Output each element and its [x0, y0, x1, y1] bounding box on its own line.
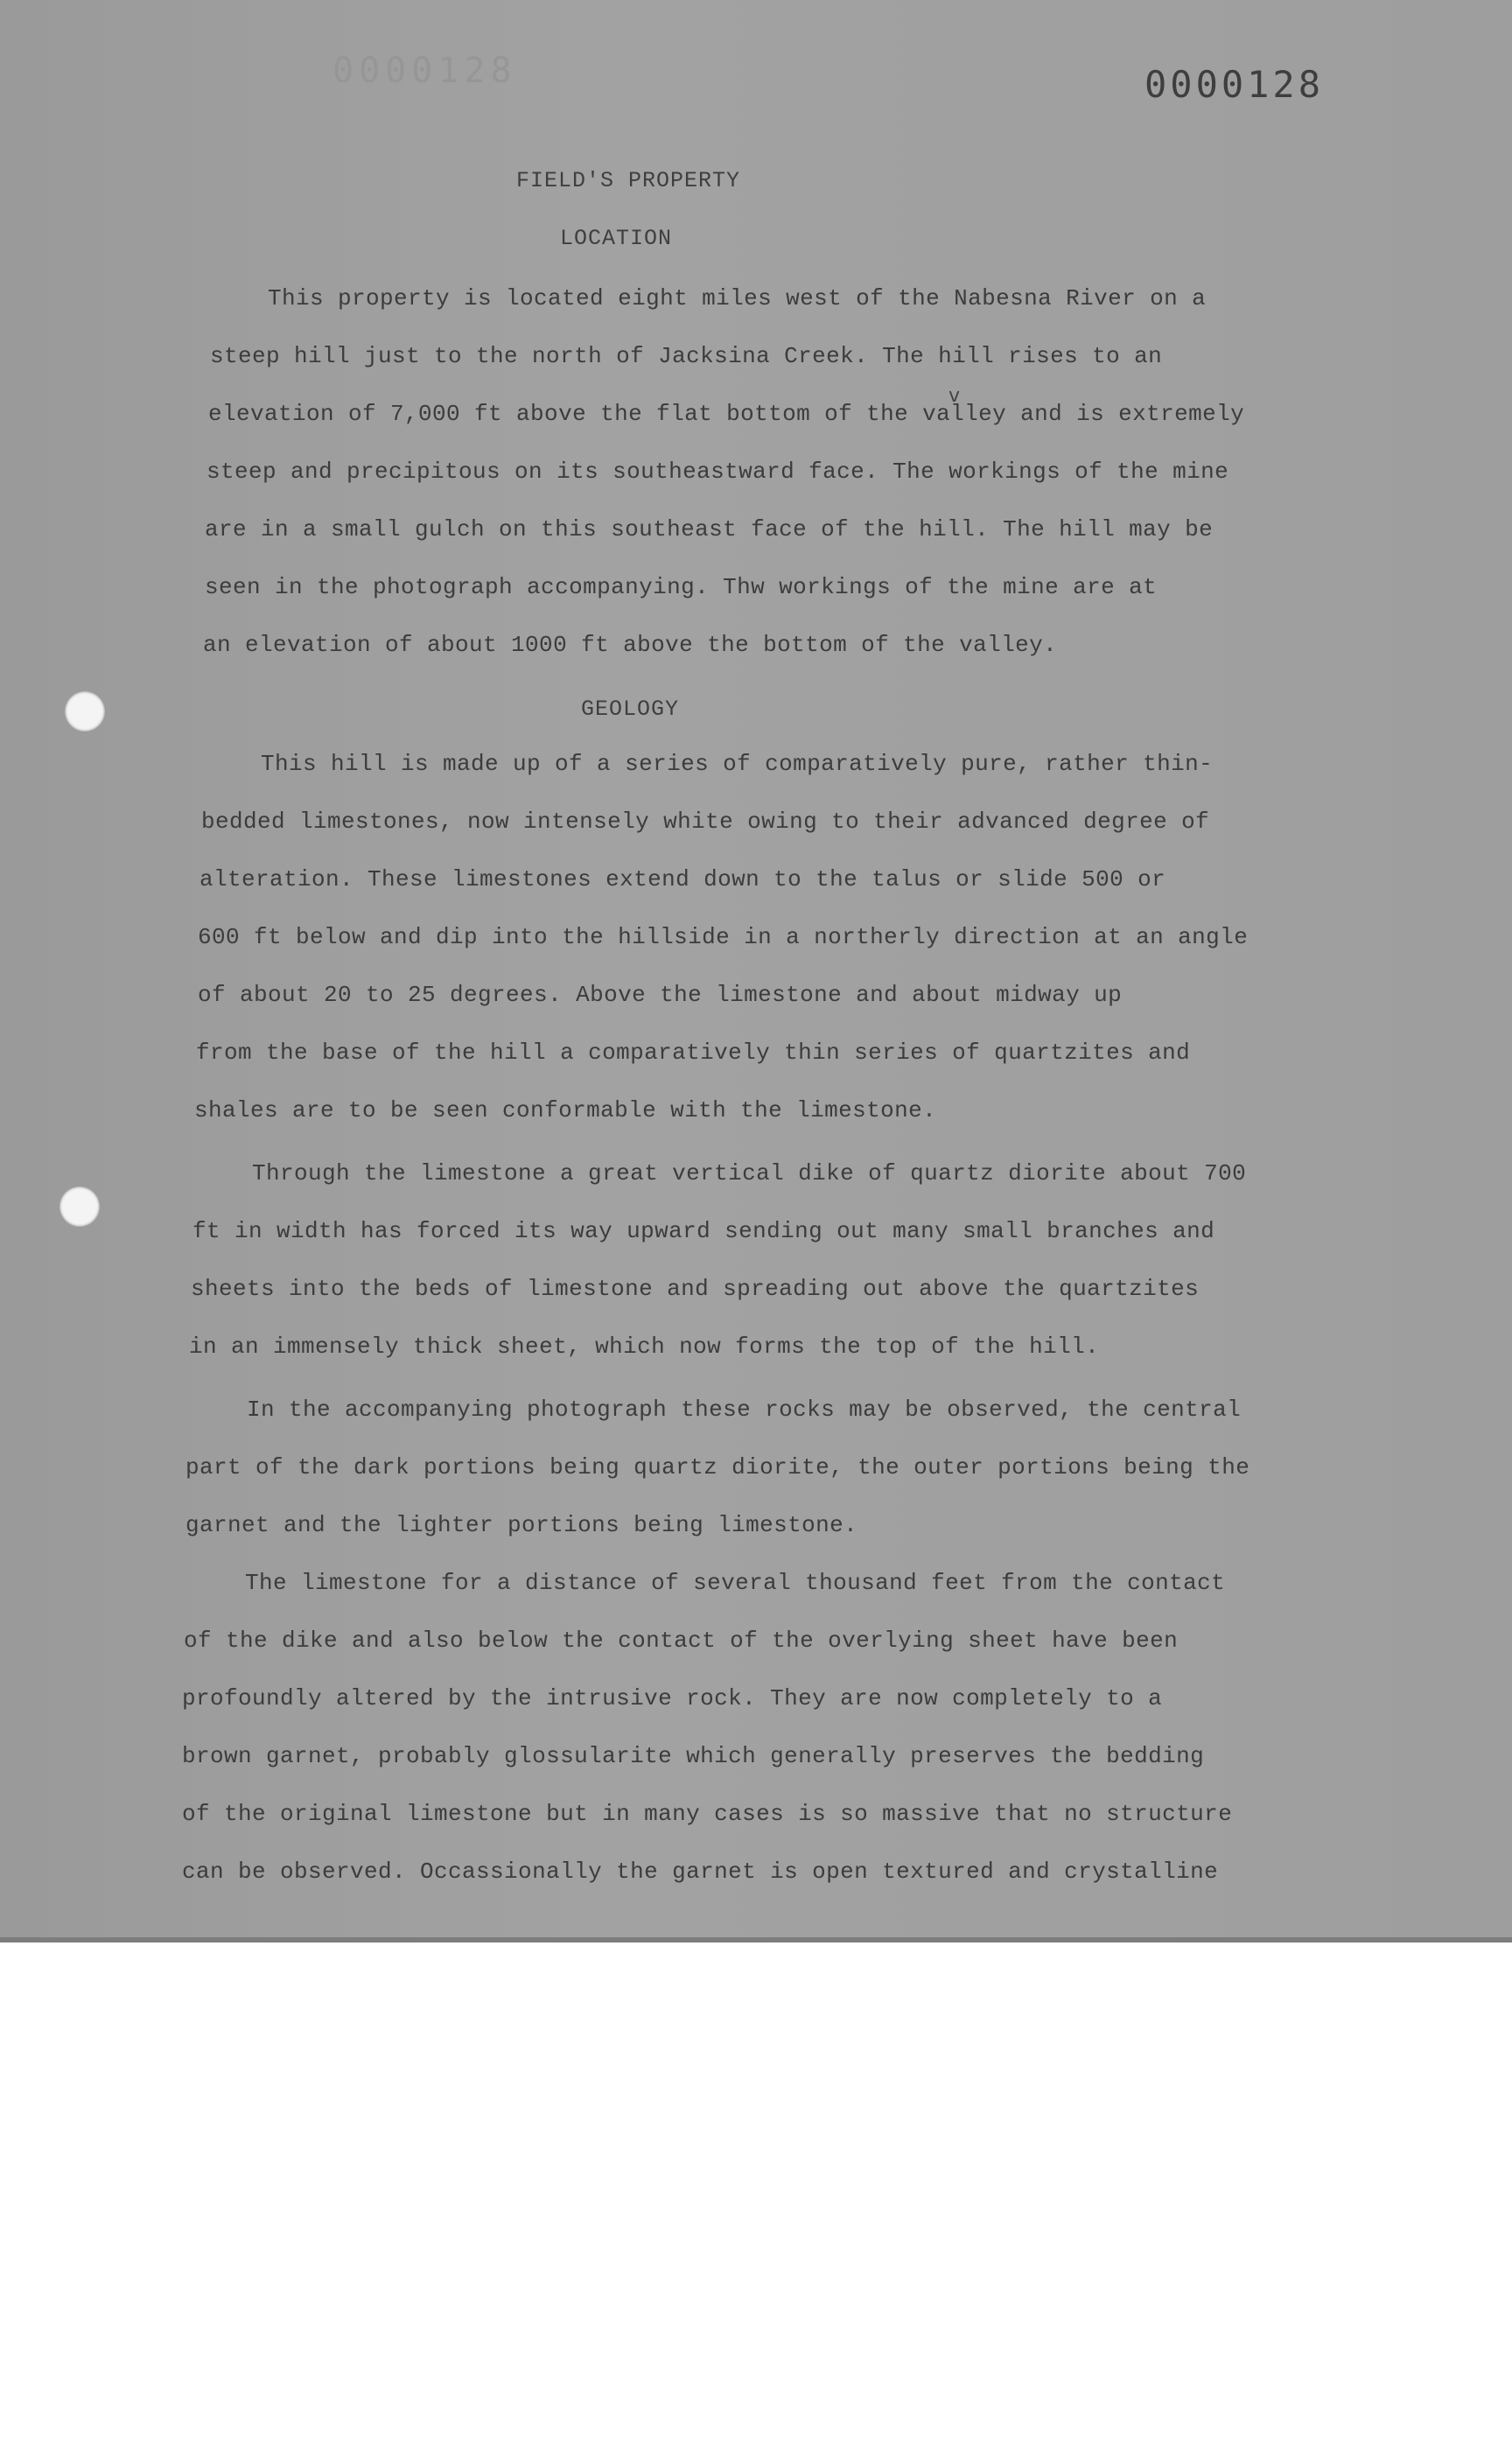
- text-line: are in a small gulch on this southeast face of the hill. The hill may be: [205, 516, 1214, 542]
- text-line: garnet and the lighter portions being limestone.: [186, 1512, 858, 1538]
- text-line: ft in width has forced its way upward sending out many small branches and: [192, 1218, 1215, 1244]
- text-line: This hill is made up of a series of comparatively pure, rather thin-: [261, 751, 1214, 777]
- text-line: part of the dark portions being quartz diorite, the outer portions being the: [186, 1454, 1250, 1480]
- text-line: alteration. These limestones extend down to the talus or slide 500 or: [200, 866, 1166, 892]
- text-line: In the accompanying photograph these rocks may be observed, the central: [247, 1396, 1242, 1423]
- text-line: profoundly altered by the intrusive rock. They are now completely to a: [182, 1685, 1163, 1712]
- section-heading-location: LOCATION: [560, 226, 673, 251]
- punch-hole: [65, 691, 105, 732]
- text-line: Through the limestone a great vertical dike of quartz diorite about 700: [252, 1160, 1247, 1186]
- text-line: of about 20 to 25 degrees. Above the limestone and about midway up: [198, 982, 1123, 1008]
- text-line: seen in the photograph accompanying. Thw workings of the mine are at: [205, 574, 1158, 600]
- text-line: of the original limestone but in many cases is so massive that no structure: [182, 1801, 1233, 1827]
- text-line: sheets into the beds of limestone and spreading out above the quartzites: [191, 1276, 1200, 1302]
- text-line: brown garnet, probably glossularite which generally preserves the bedding: [182, 1743, 1205, 1769]
- text-line: shales are to be seen conformable with the limestone.: [194, 1097, 937, 1124]
- punch-hole: [60, 1186, 100, 1227]
- section-heading-geology: GEOLOGY: [581, 696, 680, 722]
- text-line: from the base of the hill a comparatively thin series of quartzites and: [196, 1040, 1191, 1066]
- page-title: FIELD'S PROPERTY: [516, 168, 741, 193]
- faint-stamp: 0000128: [332, 51, 517, 91]
- text-line: can be observed. Occassionally the garnet is open textured and crystalline: [182, 1858, 1219, 1885]
- text-line: bedded limestones, now intensely white owing to their advanced degree of: [201, 808, 1210, 835]
- document-number: 0000128: [1144, 63, 1325, 106]
- text-line: steep hill just to the north of Jacksina Creek. The hill rises to an: [210, 343, 1163, 369]
- page-bottom-edge: [0, 1937, 1512, 1942]
- text-line: of the dike and also below the contact of the overlying sheet have been: [184, 1628, 1179, 1654]
- text-line: 600 ft below and dip into the hillside in a northerly direction at an angle: [198, 924, 1249, 950]
- insertion-check-mark: v: [948, 385, 961, 407]
- text-line: This property is located eight miles west of the Nabesna River on a: [268, 285, 1207, 312]
- text-line: in an immensely thick sheet, which now forms the top of the hill.: [189, 1334, 1100, 1360]
- text-line: an elevation of about 1000 ft above the bottom of the valley.: [203, 632, 1058, 658]
- text-line: The limestone for a distance of several thousand feet from the contact: [245, 1570, 1226, 1596]
- text-line: elevation of 7,000 ft above the flat bottom of the valley and is extremely: [208, 401, 1245, 427]
- text-line: steep and precipitous on its southeastward face. The workings of the mine: [206, 458, 1229, 485]
